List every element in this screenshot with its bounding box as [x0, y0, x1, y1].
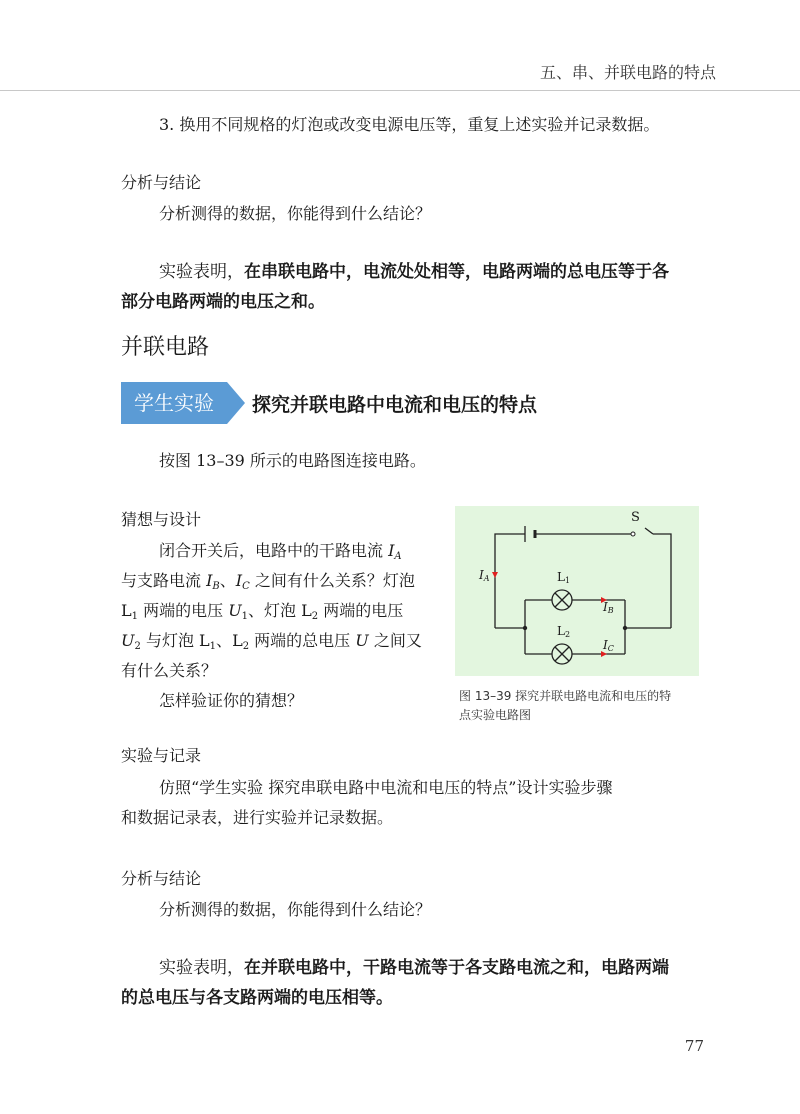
- var-u: U: [355, 631, 369, 650]
- guess-design-heading: 猜想与设计: [121, 510, 202, 529]
- ia-label: [479, 568, 490, 583]
- page-number: 77: [684, 1037, 704, 1055]
- sub-1: 1: [131, 611, 138, 622]
- guess-line3: [121, 599, 403, 629]
- series-conclusion-bold1: 在串联电路中，电流处处相等，电路两端的总电压等于各: [244, 262, 669, 282]
- var-u: U: [228, 601, 242, 620]
- guess-text: 两端的电压: [318, 601, 404, 620]
- right-wire: [653, 534, 671, 628]
- student-experiment-badge: 学生实验: [121, 382, 227, 424]
- caption-line2: 点实验电路图: [459, 708, 532, 722]
- switch-contact-icon: [631, 532, 635, 536]
- header-divider: [0, 90, 800, 91]
- record-line1: 仿照“学生实验 探究串联电路中电流和电压的特点”设计实验步骤: [159, 778, 613, 797]
- sub-c: C: [242, 581, 250, 592]
- sub-2: 2: [242, 641, 250, 652]
- ib-label: [603, 600, 614, 615]
- var-u: U: [121, 631, 135, 650]
- step-3-text: 3. 换用不同规格的灯泡或改变电源电压等，重复上述实验并记录数据。: [159, 115, 660, 134]
- parallel-conclusion-bold1: 在并联电路中，干路电流等于各支路电流之和，电路两端: [244, 958, 669, 978]
- current-arrow-a-icon: [492, 572, 498, 578]
- guess-text: 闭合开关后，电路中的干路电流: [159, 541, 389, 560]
- ia-sub: A: [483, 574, 490, 583]
- chapter-header: 五、串、并联电路的特点: [539, 63, 716, 82]
- guess-text: 与灯泡: [140, 631, 200, 650]
- experiment-title: 探究并联电路中电流和电压的特点: [252, 394, 538, 416]
- record-line2: 和数据记录表，进行实验并记录数据。: [121, 808, 394, 827]
- guess-text: 两端的电压: [138, 601, 229, 620]
- sub-1: 1: [241, 611, 249, 622]
- guess-text: 与支路电流: [121, 571, 207, 590]
- record-heading: 实验与记录: [121, 746, 202, 765]
- series-conclusion-line2: 部分电路两端的电压之和。: [121, 292, 325, 312]
- guess-text: 、灯泡: [248, 601, 302, 620]
- series-analysis-heading: 分析与结论: [121, 173, 202, 192]
- switch-label: S: [631, 510, 640, 525]
- lamp-2-label: [557, 624, 570, 639]
- guess-line4: [121, 629, 422, 659]
- ic-label: [603, 638, 614, 653]
- lamp-2-sub: 2: [564, 630, 571, 639]
- sub-2: 2: [134, 641, 141, 652]
- parallel-circuit-diagram: [455, 506, 699, 676]
- lamp-1-letter: L: [557, 570, 565, 584]
- var-i: I: [235, 571, 243, 590]
- lamp-1-sub: 1: [564, 576, 571, 585]
- guess-line6: 怎样验证你的猜想？: [159, 691, 304, 710]
- sub-2: 2: [311, 611, 319, 622]
- series-analysis-question: 分析测得的数据，你能得到什么结论？: [159, 204, 432, 223]
- var-l: L: [199, 631, 210, 650]
- ia-letter: I: [479, 568, 484, 582]
- ic-sub: C: [607, 644, 614, 653]
- guess-line5: 有什么关系？: [121, 661, 218, 680]
- separator: 、: [216, 631, 233, 650]
- caption-line1: 图 13–39 探究并联电路电流和电压的特: [459, 689, 672, 703]
- parallel-analysis-question: 分析测得的数据，你能得到什么结论？: [159, 900, 432, 919]
- parallel-conclusion-line1: [159, 956, 669, 980]
- guess-text: 两端的总电压: [249, 631, 356, 650]
- var-l: L: [121, 601, 132, 620]
- circuit-figure: [455, 506, 699, 676]
- ib-letter: I: [603, 600, 608, 614]
- ic-letter: I: [603, 638, 608, 652]
- left-wire: [495, 534, 525, 628]
- parallel-circuit-heading: 并联电路: [121, 335, 210, 360]
- badge-arrow-icon: [227, 382, 245, 424]
- guess-line2: [121, 569, 415, 599]
- parallel-conclusion-prefix: 实验表明，: [159, 958, 244, 978]
- parallel-analysis-heading: 分析与结论: [121, 869, 202, 888]
- connect-circuit-text: 按图 13–39 所示的电路图连接电路。: [159, 451, 426, 470]
- lamp-1-label: [557, 570, 570, 585]
- figure-caption: [459, 687, 704, 725]
- junction-left: [523, 626, 527, 630]
- guess-line1: [159, 539, 402, 569]
- guess-text: 之间有什么关系？灯泡: [249, 571, 415, 590]
- series-conclusion-prefix: 实验表明，: [159, 262, 244, 282]
- var-l: L: [301, 601, 312, 620]
- junction-right: [623, 626, 627, 630]
- switch-blade: [645, 528, 653, 534]
- series-conclusion-line1: [159, 260, 669, 284]
- var-l: L: [232, 631, 243, 650]
- sub-a: A: [394, 551, 402, 562]
- parallel-conclusion-line2: 的总电压与各支路两端的电压相等。: [121, 988, 393, 1008]
- guess-text: 之间又: [368, 631, 422, 650]
- separator: 、: [219, 571, 236, 590]
- ib-sub: B: [607, 606, 614, 615]
- lamp-2-letter: L: [557, 624, 565, 638]
- var-i: I: [206, 571, 213, 590]
- var-i: I: [388, 541, 395, 560]
- sub-1: 1: [209, 641, 217, 652]
- sub-b: B: [212, 581, 220, 592]
